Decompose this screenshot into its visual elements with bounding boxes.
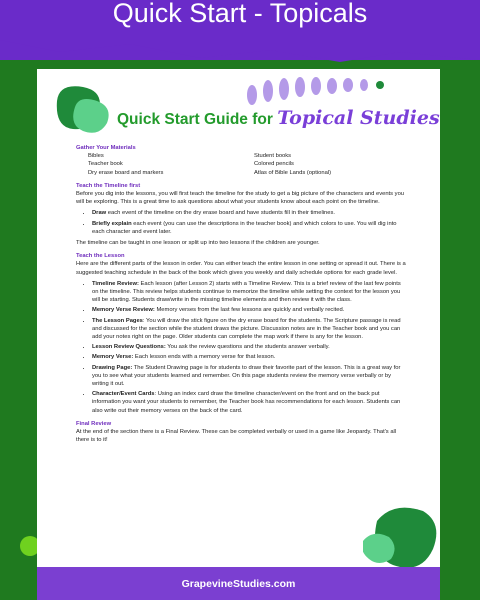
headline-script-text: Topical Studies	[277, 107, 440, 129]
material-item: Dry erase board and markers	[88, 169, 164, 176]
list-item	[92, 343, 406, 351]
bullet-label: Memory Verse Review:	[92, 307, 155, 314]
corner-blob-decoration	[49, 79, 119, 139]
timeline-bullets	[76, 209, 406, 236]
materials-heading: Gather Your Materials	[76, 145, 136, 151]
footer-url: GrapevineStudies.com	[181, 578, 296, 590]
material-item: Teacher book	[88, 161, 123, 168]
bullet-label: Memory Verse:	[92, 354, 134, 361]
material-item: Colored pencils	[254, 161, 294, 168]
guide-content	[76, 144, 406, 445]
timeline-heading: Teach the Timeline first	[76, 182, 141, 189]
list-item	[92, 209, 406, 217]
banner-title: Quick Start - Topicals	[112, 0, 368, 28]
bullet-text: Each lesson ends with a memory verse for that lesson.	[133, 354, 276, 361]
bullet-label: The Lesson Pages	[92, 317, 143, 324]
list-item	[92, 306, 406, 314]
bullet-label: Lesson Review Questions:	[92, 344, 166, 351]
lesson-intro: Here are the different parts of the lesson in order. You can either teach the entire lesson in one setting or spread it out. There is a suggested teaching schedule in the back of the book which gives you weekly and daily schedule options for each grade level.	[76, 261, 406, 276]
material-item: Atlas of Bible Lands (optional)	[254, 169, 332, 176]
bullet-text: You ask the review questions and the students answer verbally.	[165, 344, 330, 351]
timeline-intro: Before you dig into the lessons, you will first teach the timeline for the study to get a big picture of the characters and events you will be exploring. This is a great time to ask questions about what your students know about each point on the timeline.	[76, 191, 405, 206]
list-item	[92, 317, 406, 342]
bullet-text: : Using an index card draw the timeline character/event on the front and on the back put information you want your students to remember, the Teacher book has recommendations for each lesson. Students can also write out their memory verses on the back of the card.	[92, 391, 401, 414]
final-text: At the end of the section there is a Final Review. These can be completed verbally or used in a game like Jeopardy. That's all there is to it!	[76, 429, 397, 444]
final-heading: Final Review	[76, 420, 112, 427]
bullet-label: Drawing Page:	[92, 364, 133, 371]
bullet-text: Memory verses from the last few lessons are quickly and verbally recited.	[154, 307, 345, 314]
bullet-label: Briefly explain	[92, 220, 132, 227]
document-page	[37, 69, 440, 600]
timeline-note: The timeline can be taught in one lesson or split up into two lessons if the children are younger.	[76, 240, 320, 247]
bullet-label: Timeline Review:	[92, 280, 139, 287]
bullet-text: Each lesson (after Lesson 2) starts with a Timeline Review. This is a brief review of the last few points on the timeline. This review helps students continue to memorize the timeline while setting the context for the lesson you will be starting. Students draw/write in the missing timeline elements and then review it with the class.	[92, 280, 401, 304]
bullet-label: Draw	[92, 210, 107, 217]
list-item	[92, 390, 406, 415]
materials-list	[76, 152, 406, 177]
pattern-decoration	[242, 77, 392, 107]
list-item	[92, 353, 406, 361]
material-item: Student books	[254, 153, 292, 160]
headline-plain-text: Quick Start Guide for	[117, 111, 273, 128]
material-item: Bibles	[88, 153, 104, 160]
guide-headline	[117, 107, 440, 129]
lesson-heading: Teach the Lesson	[76, 253, 125, 260]
list-item	[92, 280, 406, 305]
list-item	[92, 220, 406, 236]
bullet-text: each event of the timeline on the dry erase board and have students fill in their timelines.	[106, 210, 335, 217]
lesson-bullets	[76, 280, 406, 415]
bullet-text: : You will draw the stick figure on the dry erase board for the students. The Scripture passage is read and discussed for the section while the student draws the picture. Discussion notes are in the Teacher book and you can add your notes right on the page. Older students can complete the map work if there is any for the lesson.	[92, 317, 401, 341]
list-item	[92, 364, 406, 389]
bullet-text: each event (you can use the descriptions in the teacher book) and which colors to use. You will dig into each character and event later.	[92, 220, 397, 235]
bullet-label: Character/Event Cards	[92, 391, 155, 398]
bullet-text: The Student Drawing page is for students to draw their favorite part of the lesson. This is a great way for you to see what your students learned and remember. On this page students review the memory verse verbally or by writing it out.	[92, 364, 401, 388]
